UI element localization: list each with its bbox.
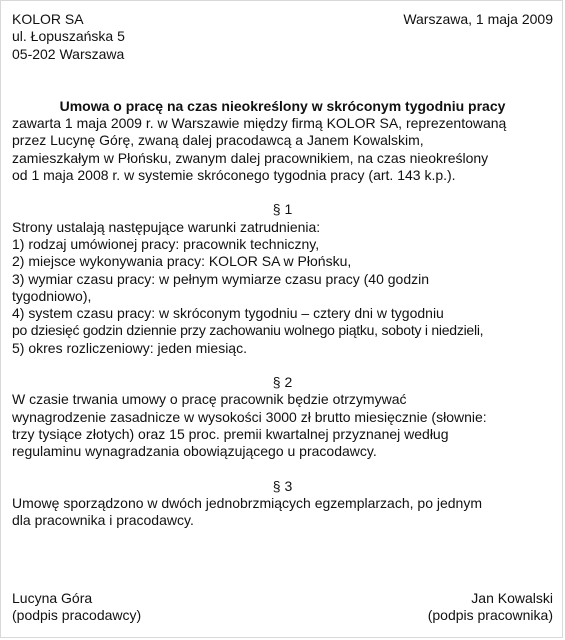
company-name: KOLOR SA [12,11,84,27]
signature-block [12,590,553,625]
place-and-date: Warszawa, 1 maja 2009 [403,11,553,27]
section-1-line: 3) wymiar czasu pracy: w pełnym wymiarze czasu pracy (40 godzin [12,270,430,287]
employer-signature [12,590,141,625]
contract-intro [12,115,553,184]
section-1-line: tygodniowo), [12,287,92,304]
section-1-line: 4) system czasu pracy: w skróconym tygodniu – cztery dni w tygodniu [12,305,444,322]
section-1-line: 5) okres rozliczeniowy: jeden miesiąc. [12,339,247,356]
employee-signature-caption: (podpis pracownika) [427,607,553,624]
section-2-heading: § 2 [272,374,293,391]
section-3-line: Umowę sporządzono w dwóch jednobrzmiących egzemplarzach, po jednym [12,494,483,511]
company-street: ul. Łopuszańska 5 [12,28,125,45]
section-3 [12,478,553,530]
section-2-line: wynagrodzenie zasadnicze w wysokości 3000 zł brutto miesięcznie (słownie: [12,408,487,425]
section-1-line: po dziesięć godzin dziennie przy zachowaniu wolnego piątku, soboty i niedzieli, [12,322,484,339]
section-1-line: Strony ustalają następujące warunki zatrudnienia: [12,218,321,235]
section-3-heading: § 3 [272,477,293,494]
employee-name: Jan Kowalski [471,590,553,606]
section-1 [12,201,553,357]
intro-line: zawarta 1 maja 2009 r. w Warszawie między firmą KOLOR SA, reprezentowaną [12,115,507,132]
document-header [12,11,553,63]
employer-signature-caption: (podpis pracodawcy) [12,607,142,624]
section-1-heading: § 1 [272,201,293,218]
intro-line: zamieszkałym w Płońsku, zwanym dalej pracownikiem, na czas nieokreślony [12,149,489,166]
employee-signature [428,590,553,625]
section-1-line: 1) rodzaj umówionej pracy: pracownik techniczny, [12,235,320,252]
employer-name: Lucyna Góra [12,590,93,606]
section-3-line: dla pracownika i pracodawcy. [12,512,194,529]
contract-title: Umowa o pracę na czas nieokreślony w skróconym tygodniu pracy [59,97,506,114]
section-2-line: W czasie trwania umowy o pracę pracownik będzie otrzymywać [12,391,407,408]
section-2-line: regulaminu wynagradzania obowiązującego u pracodawcy. [12,443,377,460]
employer-address [12,11,125,63]
section-2-line: trzy tysiące złotych) oraz 15 proc. premii kwartalnej przyznanej według [12,425,449,442]
intro-line: od 1 maja 2008 r. w systemie skróconego tygodnia pracy (art. 143 k.p.). [12,167,456,184]
section-2 [12,374,553,460]
intro-line: przez Lucynę Górę, zwaną dalej pracodawcą a Janem Kowalskim, [12,132,424,149]
company-city: 05-202 Warszawa [12,45,125,62]
section-1-line: 2) miejsce wykonywania pracy: KOLOR SA w Płońsku, [12,253,352,270]
